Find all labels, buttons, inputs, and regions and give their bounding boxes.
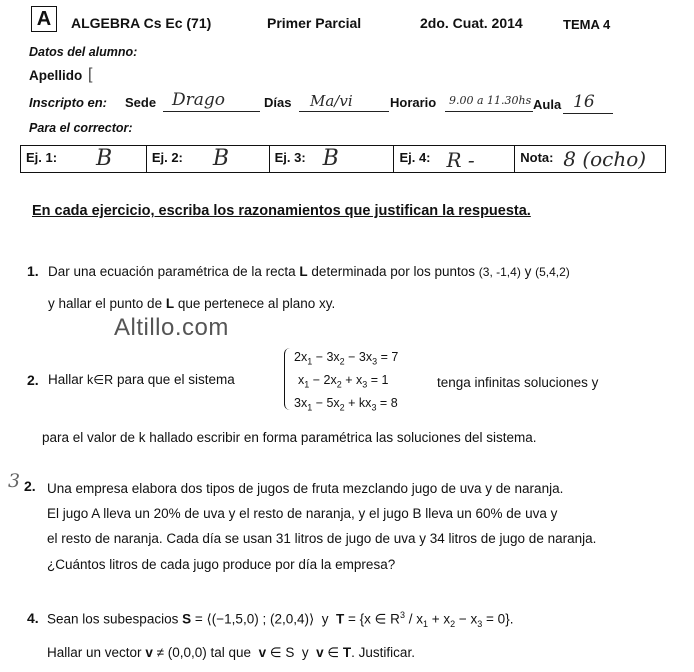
q1-text: determinada por los puntos <box>311 264 476 279</box>
grade-cell-ej3 <box>270 146 395 172</box>
q4-T-def: = {x ∈ R <box>348 611 400 627</box>
q2-text-c: tenga infinitas soluciones y <box>437 375 599 390</box>
grade-label: Ej. 1: <box>26 150 58 165</box>
instruction: En cada ejercicio, escriba los razonamientos que justifican la respuesta. <box>32 203 531 219</box>
q1-text: Dar una ecuación paramétrica de la recta <box>48 264 296 279</box>
apellido-label: Apellido <box>29 68 83 83</box>
grade-cell-nota <box>515 146 665 172</box>
horario-value: 9.00 a 11.30hs <box>449 94 532 107</box>
q3-line1: Una empresa elabora dos tipos de jugos de fruta mezclando jugo de uva y de naranja. <box>47 481 564 496</box>
sede-label: Sede <box>125 95 157 110</box>
sede-line <box>163 111 260 112</box>
horario-label: Horario <box>390 95 437 110</box>
grade-value: 8 (ocho) <box>563 147 647 171</box>
q1-point2: (5,4,2) <box>535 265 570 279</box>
sede-value: Drago <box>172 90 226 110</box>
q4-line2: Hallar un vector v ≠ (0,0,0) tal que v ∈ S y v ∈ T. Justificar. <box>47 645 415 660</box>
q3-line2: El jugo A lleva un 20% de uva y el resto de naranja, y el jugo B lleva un 60% de uva y <box>47 506 558 521</box>
grade-label: Ej. 2: <box>151 150 183 165</box>
q2-line1 <box>48 372 235 387</box>
tema-label: TEMA 4 <box>563 17 611 32</box>
q4-S-def: = ⟨(−1,5,0) ; (2,0,4)⟩ <box>194 611 315 627</box>
term: 2do. Cuat. 2014 <box>420 15 523 31</box>
q1-y: y <box>524 264 532 279</box>
dias-line <box>299 111 389 112</box>
q4-text: tal que <box>210 645 252 660</box>
tema-letter-box <box>31 6 57 32</box>
q4-T-def2: / x <box>404 611 423 627</box>
aula-line <box>563 113 613 114</box>
student-section-label: Datos del alumno: <box>29 45 138 59</box>
q4-y: y <box>321 611 329 627</box>
aula-label: Aula <box>533 97 562 112</box>
system-eq1: $2x_1 - 3x_2 - 3x_3 = 7$ <box>294 350 399 367</box>
corrector-label: Para el corrector: <box>29 121 133 135</box>
exam-title: Primer Parcial <box>267 15 362 31</box>
q2-text: Hallar <box>48 372 84 387</box>
system-eq3: $3x_1 - 5x_2 + kx_3 = 8$ <box>294 396 398 413</box>
q4-S: S <box>182 611 192 627</box>
q1-text: y hallar el punto de <box>48 296 163 311</box>
q4-text: Justificar. <box>358 645 415 660</box>
dias-label: Días <box>264 95 292 110</box>
course-title: ALGEBRA Cs Ec (71) <box>71 15 212 31</box>
grade-cell-ej1 <box>21 146 147 172</box>
q4-line1: Sean los subespacios S = ⟨(−1,5,0) ; (2,0,4)⟩ y T = {x ∈ $R^3 / x_1 + x_2 - x_3 = 0$}. <box>47 610 514 630</box>
q1-line1 <box>48 264 570 279</box>
grade-value: R - <box>446 148 475 172</box>
horario-line <box>445 111 533 112</box>
q2-line2: para el valor de k hallado escribir en forma paramétrica las soluciones del sistema. <box>42 430 537 445</box>
watermark: Altillo.com <box>114 314 229 341</box>
system-eq2: $x_1 - 2x_2 + x_3 = 1$ <box>298 373 389 390</box>
q3-line4: ¿Cuántos litros de cada jugo produce por día la empresa? <box>47 557 396 572</box>
q2-k-in-R: k∈R <box>87 373 114 387</box>
q4-number: 4. <box>27 610 39 626</box>
q3-handwritten-mark: 3 <box>8 470 21 492</box>
q1-L: L <box>299 264 308 279</box>
grade-cell-ej4 <box>394 146 515 172</box>
q2-text: para que el sistema <box>116 372 235 387</box>
apellido-cursor-mark: [ <box>88 66 93 83</box>
grade-value: B <box>96 146 113 171</box>
q1-L: L <box>165 296 175 311</box>
inscripto-label: Inscripto en: <box>29 95 108 110</box>
q3-line3: el resto de naranja. Cada día se usan 31 litros de jugo de uva y 34 litros de jugo de naranja. <box>47 531 597 546</box>
grades-table <box>20 145 666 173</box>
q2-number: 2. <box>27 372 39 388</box>
grade-cell-ej2 <box>147 146 270 172</box>
q1-point1: (3, -1,4) <box>478 265 521 279</box>
q1-number: 1. <box>27 263 39 279</box>
tema-letter: A <box>36 7 52 30</box>
grade-label: Ej. 4: <box>399 150 431 165</box>
q3-number: 2. <box>24 478 36 494</box>
dias-value: Ma/vi <box>310 92 353 110</box>
aula-value: 16 <box>573 92 595 112</box>
q4-text: Hallar un vector <box>47 645 142 660</box>
q4-text: Sean los subespacios <box>47 611 179 627</box>
grade-value: B <box>322 146 339 171</box>
grade-value: B <box>212 146 229 171</box>
q4-T: T <box>336 611 345 627</box>
q1-text: que pertenece al plano xy. <box>177 296 336 311</box>
grade-label: Ej. 3: <box>274 150 306 165</box>
q1-line2 <box>48 296 335 311</box>
grade-label: Nota: <box>520 150 554 165</box>
